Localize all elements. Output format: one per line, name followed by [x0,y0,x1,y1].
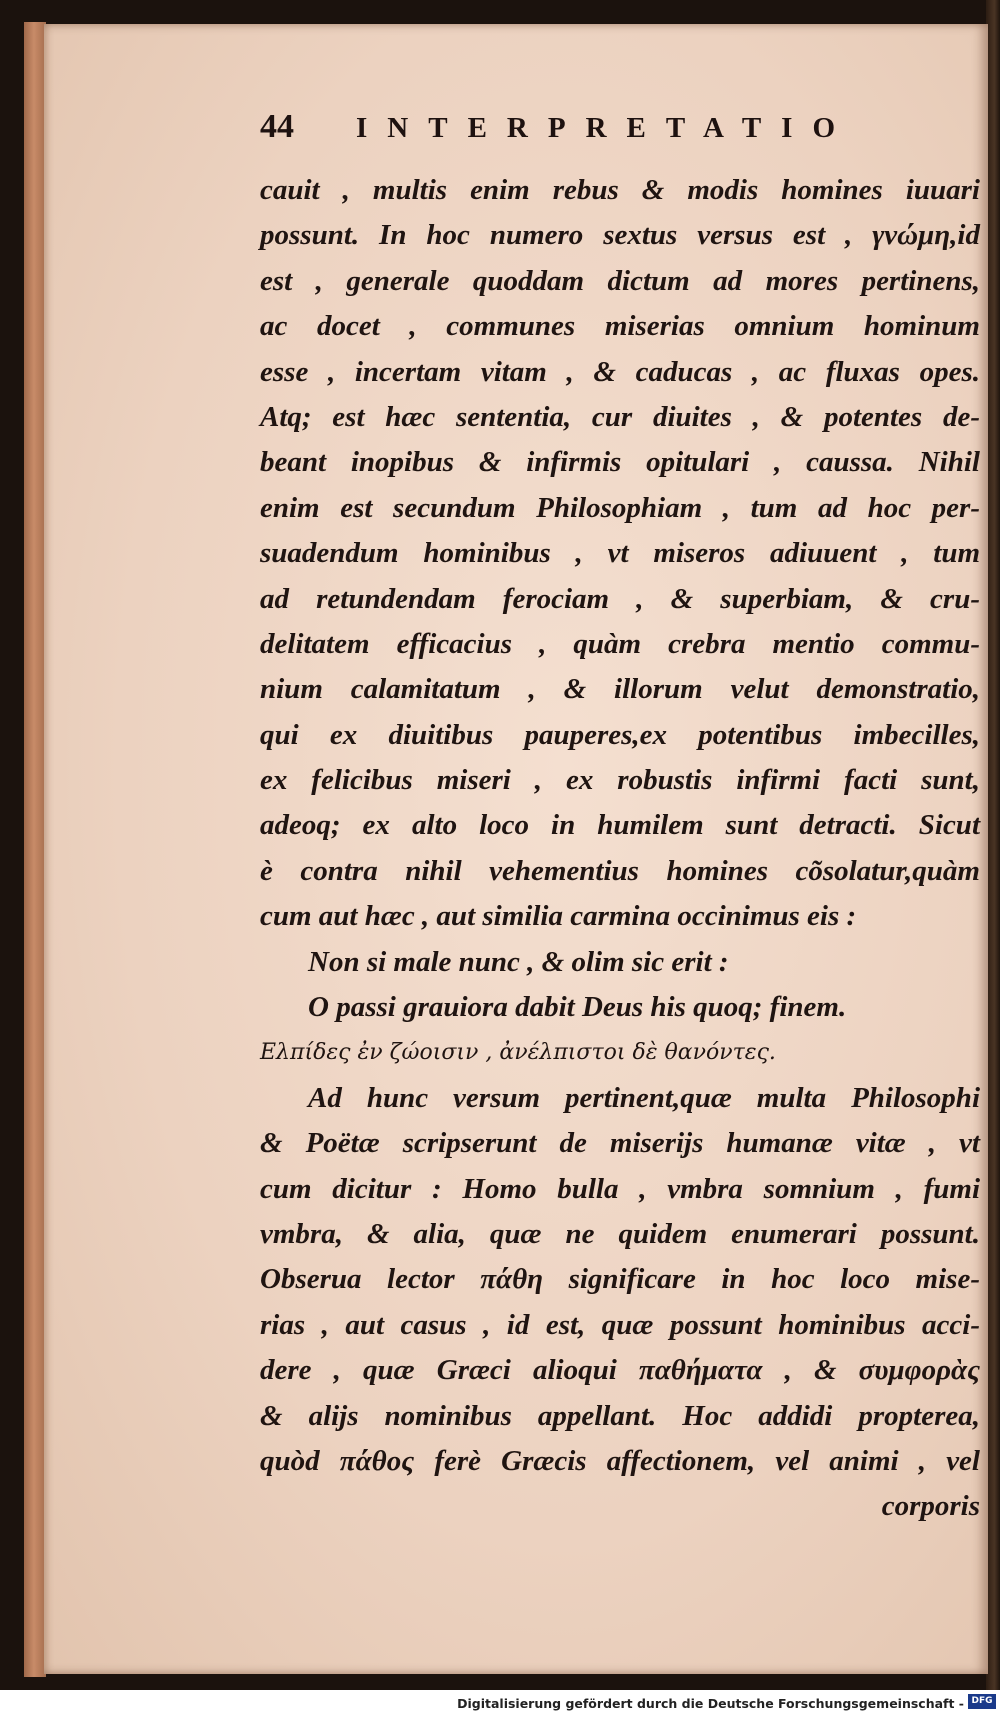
digitization-footer [0,1690,1000,1716]
text-line: enim est secundum Philosophiam , tum ad hoc per- [260,491,980,524]
text-line: è contra nihil vehementius homines cõsolatur,quàm [260,854,980,887]
text-line: ac docet , communes miserias omnium hominum [260,310,980,343]
page-text-block [260,108,980,1530]
text-line: ex felicibus miseri , ex robustis infirmi facti sunt, [260,764,980,797]
text-line: est , generale quoddam dictum ad mores pertinens, [260,264,980,297]
text-line: nium calamitatum , & illorum velut demonstratio, [260,673,980,706]
greek-verse-line: Ελπίδες ἐν ζώοισιν , ἀνέλπιστοι δὲ θανόντες. [260,1040,776,1066]
text-line: Obserua lector πάθη significare in hoc loco mise- [260,1263,980,1296]
verse-line: Non si male nunc , & olim sic erit : [308,945,729,978]
text-line: adeoq; ex alto loco in humilem sunt detracti. Sicut [260,809,980,842]
running-head [260,108,980,168]
text-line: cum dicitur : Homo bulla , vmbra somnium , fumi [260,1172,980,1205]
body-text [260,168,980,1530]
book-cover-edge [24,22,46,1677]
text-line: & alijs nominibus appellant. Hoc addidi propterea, [260,1399,980,1432]
funding-credit: Digitalisierung gefördert durch die Deutsche Forschungsgemeinschaft - [457,1696,964,1711]
text-line: Atq; est hæc sententia, cur diuites , & potentes de- [260,400,980,433]
text-line: dere , quæ Græci alioqui παθήματα , & συμφορὰς [260,1354,980,1387]
text-line: cum aut hæc , aut similia carmina occinimus eis : [260,900,857,933]
text-line: possunt. In hoc numero sextus versus est , γνώμη,id [260,219,980,252]
text-line: esse , incertam vitam , & caducas , ac fluxas opes. [260,355,980,388]
page-number: 44 [260,108,294,145]
text-line: cauit , multis enim rebus & modis homines iuuari [260,174,980,206]
text-line: qui ex diuitibus pauperes,ex potentibus imbecilles, [260,718,980,751]
book-page [44,24,988,1674]
text-line: quòd πάθος ferè Græcis affectionem, vel animi , vel [260,1444,980,1477]
running-head-title: INTERPRETATIO [356,112,856,144]
verse-line: O passi grauiora dabit Deus his quoq; finem. [308,991,847,1024]
text-line: & Poëtæ scripserunt de miserijs humanæ vitæ , vt [260,1127,980,1160]
book-spine-edge [986,0,1000,1690]
catchword: corporis [881,1490,980,1523]
text-line: delitatem efficacius , quàm crebra mentio commu- [260,627,980,660]
text-line: beant inopibus & infirmis opitulari , caussa. Nihil [260,446,980,479]
text-line: rias , aut casus , id est, quæ possunt hominibus acci- [260,1308,980,1341]
text-line: Ad hunc versum pertinent,quæ multa Philosophi [308,1081,980,1114]
text-line: vmbra, & alia, quæ ne quidem enumerari possunt. [260,1217,980,1250]
dfg-logo: DFG [968,1694,996,1709]
text-line: ad retundendam ferociam , & superbiam, & cru- [260,582,980,615]
text-line: suadendum hominibus , vt miseros adiuuent , tum [260,537,980,570]
